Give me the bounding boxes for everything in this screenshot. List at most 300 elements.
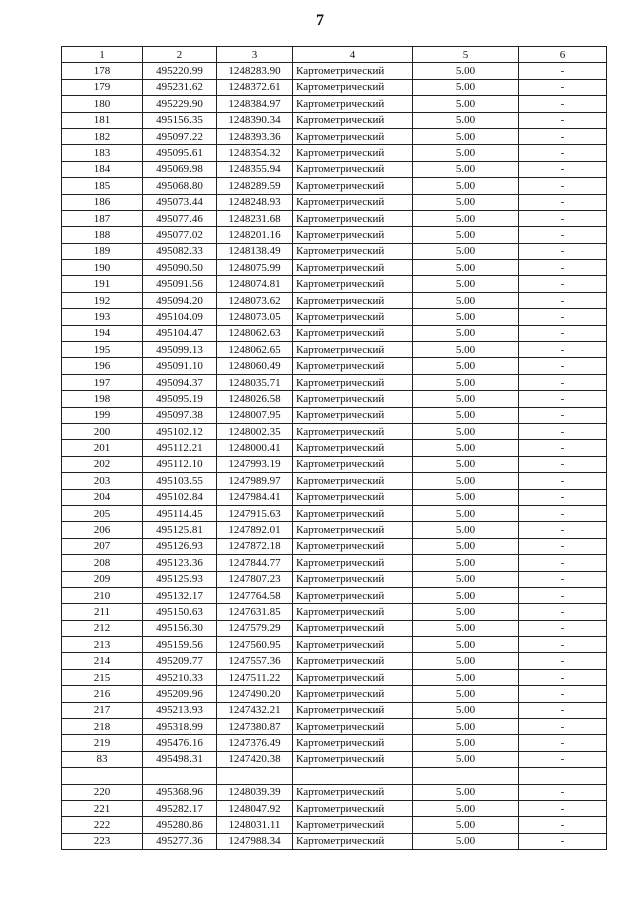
cell-method: Картометрический	[293, 587, 413, 603]
cell-note: -	[519, 260, 607, 276]
table-row	[62, 669, 607, 685]
cell-accuracy: 5.00	[413, 243, 519, 259]
cell-note: -	[519, 817, 607, 833]
cell-accuracy: 5.00	[413, 751, 519, 767]
column-header-4: 4	[293, 47, 413, 63]
cell-coordinate-y: 1247432.21	[217, 702, 293, 718]
cell-coordinate-x: 495229.90	[143, 96, 217, 112]
table-row	[62, 342, 607, 358]
cell-coordinate-x: 495282.17	[143, 800, 217, 816]
cell-accuracy: 5.00	[413, 358, 519, 374]
cell-accuracy: 5.00	[413, 702, 519, 718]
table-row	[62, 407, 607, 423]
cell-accuracy: 5.00	[413, 194, 519, 210]
cell-coordinate-y: 1248289.59	[217, 178, 293, 194]
cell-accuracy: 5.00	[413, 587, 519, 603]
table-row	[62, 473, 607, 489]
table-row	[62, 817, 607, 833]
table-row	[62, 587, 607, 603]
column-header-1: 1	[62, 47, 143, 63]
cell-accuracy: 5.00	[413, 489, 519, 505]
cell-coordinate-x: 495095.19	[143, 391, 217, 407]
table-row	[62, 735, 607, 751]
cell-coordinate-y: 1248000.41	[217, 440, 293, 456]
cell-accuracy: 5.00	[413, 161, 519, 177]
cell-coordinate-y: 1247872.18	[217, 538, 293, 554]
cell-coordinate-x: 495091.10	[143, 358, 217, 374]
cell-note: -	[519, 456, 607, 472]
cell-point-number: 203	[62, 473, 143, 489]
cell-coordinate-x: 495132.17	[143, 587, 217, 603]
cell-coordinate-x: 495068.80	[143, 178, 217, 194]
cell-point-number: 188	[62, 227, 143, 243]
cell-coordinate-x: 495102.12	[143, 423, 217, 439]
cell-note: -	[519, 292, 607, 308]
cell-method: Картометрический	[293, 161, 413, 177]
cell-method: Картометрический	[293, 423, 413, 439]
cell-note: -	[519, 342, 607, 358]
cell-coordinate-x: 495220.99	[143, 63, 217, 79]
table-row	[62, 260, 607, 276]
table-row	[62, 243, 607, 259]
cell-coordinate-y: 1248075.99	[217, 260, 293, 276]
cell-note: -	[519, 194, 607, 210]
cell-accuracy: 5.00	[413, 325, 519, 341]
cell-method: Картометрический	[293, 784, 413, 800]
cell-coordinate-x: 495210.33	[143, 669, 217, 685]
cell-note: -	[519, 423, 607, 439]
cell-method: Картометрический	[293, 276, 413, 292]
cell-accuracy: 5.00	[413, 145, 519, 161]
cell-method: Картометрический	[293, 489, 413, 505]
cell-point-number: 200	[62, 423, 143, 439]
cell-point-number: 220	[62, 784, 143, 800]
cell-coordinate-x: 495091.56	[143, 276, 217, 292]
cell-coordinate-x: 495073.44	[143, 194, 217, 210]
table-row	[62, 505, 607, 521]
cell-method: Картометрический	[293, 440, 413, 456]
cell-coordinate-y: 1248062.65	[217, 342, 293, 358]
cell-accuracy: 5.00	[413, 473, 519, 489]
cell-method: Картометрический	[293, 96, 413, 112]
cell-note: -	[519, 538, 607, 554]
cell-point-number: 214	[62, 653, 143, 669]
cell-coordinate-y: 1247631.85	[217, 604, 293, 620]
table-row	[62, 538, 607, 554]
cell-note: -	[519, 128, 607, 144]
cell-point-number: 189	[62, 243, 143, 259]
cell-point-number: 83	[62, 751, 143, 767]
column-header-5: 5	[413, 47, 519, 63]
cell-coordinate-x: 495125.93	[143, 571, 217, 587]
cell-coordinate-x: 495095.61	[143, 145, 217, 161]
cell-coordinate-x: 495209.77	[143, 653, 217, 669]
cell-coordinate-x: 495097.38	[143, 407, 217, 423]
cell-point-number: 221	[62, 800, 143, 816]
cell-coordinate-x: 495209.96	[143, 686, 217, 702]
cell-method: Картометрический	[293, 637, 413, 653]
cell-note: -	[519, 440, 607, 456]
cell-method: Картометрический	[293, 309, 413, 325]
cell-accuracy: 5.00	[413, 309, 519, 325]
cell-accuracy: 5.00	[413, 604, 519, 620]
table-row	[62, 456, 607, 472]
table-row	[62, 833, 607, 849]
cell-point-number: 184	[62, 161, 143, 177]
cell-coordinate-y: 1248393.36	[217, 128, 293, 144]
cell-coordinate-x: 495112.10	[143, 456, 217, 472]
cell-accuracy: 5.00	[413, 79, 519, 95]
cell-coordinate-y: 1248231.68	[217, 210, 293, 226]
table-row	[62, 637, 607, 653]
cell-coordinate-y: 1247560.95	[217, 637, 293, 653]
cell-method: Картометрический	[293, 653, 413, 669]
cell-point-number: 196	[62, 358, 143, 374]
cell-method: Картометрический	[293, 358, 413, 374]
cell-note: -	[519, 210, 607, 226]
table-row	[62, 440, 607, 456]
cell-method: Картометрический	[293, 292, 413, 308]
cell-point-number: 185	[62, 178, 143, 194]
cell-note: -	[519, 489, 607, 505]
cell-note	[519, 768, 607, 784]
cell-method: Картометрический	[293, 260, 413, 276]
cell-coordinate-x: 495368.96	[143, 784, 217, 800]
cell-accuracy: 5.00	[413, 423, 519, 439]
cell-point-number: 180	[62, 96, 143, 112]
cell-method: Картометрический	[293, 227, 413, 243]
cell-coordinate-y: 1248026.58	[217, 391, 293, 407]
cell-note: -	[519, 243, 607, 259]
cell-note: -	[519, 686, 607, 702]
cell-note: -	[519, 702, 607, 718]
cell-method: Картометрический	[293, 522, 413, 538]
cell-note: -	[519, 784, 607, 800]
cell-accuracy: 5.00	[413, 292, 519, 308]
cell-coordinate-x: 495126.93	[143, 538, 217, 554]
cell-note: -	[519, 325, 607, 341]
table-row	[62, 227, 607, 243]
cell-point-number: 193	[62, 309, 143, 325]
column-header-6: 6	[519, 47, 607, 63]
cell-coordinate-x: 495112.21	[143, 440, 217, 456]
cell-coordinate-x: 495102.84	[143, 489, 217, 505]
cell-coordinate-y	[217, 768, 293, 784]
cell-coordinate-y: 1247892.01	[217, 522, 293, 538]
cell-point-number: 211	[62, 604, 143, 620]
cell-point-number: 199	[62, 407, 143, 423]
coordinates-table	[61, 46, 607, 850]
cell-method: Картометрический	[293, 719, 413, 735]
table-row	[62, 489, 607, 505]
cell-note: -	[519, 276, 607, 292]
cell-method: Картометрический	[293, 79, 413, 95]
cell-method: Картометрический	[293, 210, 413, 226]
cell-coordinate-y: 1247844.77	[217, 555, 293, 571]
cell-coordinate-x: 495123.36	[143, 555, 217, 571]
cell-note: -	[519, 145, 607, 161]
cell-accuracy: 5.00	[413, 620, 519, 636]
table-row	[62, 358, 607, 374]
cell-coordinate-y: 1248138.49	[217, 243, 293, 259]
table-row	[62, 620, 607, 636]
cell-accuracy: 5.00	[413, 63, 519, 79]
table-row	[62, 751, 607, 767]
table-row	[62, 686, 607, 702]
cell-note: -	[519, 112, 607, 128]
cell-accuracy: 5.00	[413, 407, 519, 423]
cell-coordinate-y: 1247380.87	[217, 719, 293, 735]
cell-coordinate-y: 1248062.63	[217, 325, 293, 341]
cell-accuracy	[413, 768, 519, 784]
cell-note: -	[519, 309, 607, 325]
cell-point-number	[62, 768, 143, 784]
cell-point-number: 183	[62, 145, 143, 161]
cell-method: Картометрический	[293, 112, 413, 128]
cell-note: -	[519, 800, 607, 816]
cell-method: Картометрический	[293, 604, 413, 620]
cell-coordinate-y: 1247579.29	[217, 620, 293, 636]
cell-point-number: 182	[62, 128, 143, 144]
cell-coordinate-x: 495077.46	[143, 210, 217, 226]
cell-accuracy: 5.00	[413, 735, 519, 751]
cell-accuracy: 5.00	[413, 686, 519, 702]
cell-coordinate-y: 1248047.92	[217, 800, 293, 816]
cell-coordinate-y: 1247511.22	[217, 669, 293, 685]
cell-coordinate-y: 1247989.97	[217, 473, 293, 489]
table-row	[62, 800, 607, 816]
cell-accuracy: 5.00	[413, 276, 519, 292]
table-row	[62, 128, 607, 144]
cell-point-number: 208	[62, 555, 143, 571]
cell-method: Картометрический	[293, 571, 413, 587]
cell-coordinate-x: 495231.62	[143, 79, 217, 95]
table-row	[62, 374, 607, 390]
cell-note: -	[519, 719, 607, 735]
cell-coordinate-y: 1248283.90	[217, 63, 293, 79]
cell-point-number: 178	[62, 63, 143, 79]
cell-note: -	[519, 571, 607, 587]
table-row	[62, 63, 607, 79]
cell-coordinate-x: 495104.09	[143, 309, 217, 325]
cell-point-number: 216	[62, 686, 143, 702]
cell-note: -	[519, 79, 607, 95]
cell-method: Картометрический	[293, 538, 413, 554]
cell-note: -	[519, 620, 607, 636]
table-row	[62, 161, 607, 177]
cell-note: -	[519, 391, 607, 407]
table-row	[62, 768, 607, 784]
cell-method: Картометрический	[293, 620, 413, 636]
cell-method: Картометрический	[293, 178, 413, 194]
table-row	[62, 653, 607, 669]
cell-coordinate-y: 1248035.71	[217, 374, 293, 390]
cell-coordinate-x: 495090.50	[143, 260, 217, 276]
cell-accuracy: 5.00	[413, 817, 519, 833]
cell-accuracy: 5.00	[413, 719, 519, 735]
cell-point-number: 186	[62, 194, 143, 210]
table-row	[62, 571, 607, 587]
cell-note: -	[519, 833, 607, 849]
table-row	[62, 292, 607, 308]
cell-method: Картометрический	[293, 145, 413, 161]
cell-note: -	[519, 63, 607, 79]
cell-method: Картометрический	[293, 342, 413, 358]
cell-method: Картометрический	[293, 555, 413, 571]
cell-point-number: 187	[62, 210, 143, 226]
cell-coordinate-x: 495476.16	[143, 735, 217, 751]
cell-coordinate-y: 1247915.63	[217, 505, 293, 521]
cell-note: -	[519, 653, 607, 669]
cell-note: -	[519, 96, 607, 112]
cell-coordinate-y: 1248060.49	[217, 358, 293, 374]
cell-coordinate-y: 1247420.38	[217, 751, 293, 767]
cell-method: Картометрический	[293, 374, 413, 390]
cell-coordinate-y: 1247764.58	[217, 587, 293, 603]
cell-accuracy: 5.00	[413, 112, 519, 128]
cell-method: Картометрический	[293, 505, 413, 521]
cell-coordinate-y: 1248031.11	[217, 817, 293, 833]
table-body	[62, 63, 607, 850]
cell-method: Картометрический	[293, 456, 413, 472]
table-row	[62, 604, 607, 620]
cell-coordinate-x: 495156.30	[143, 620, 217, 636]
cell-note: -	[519, 374, 607, 390]
cell-coordinate-x: 495103.55	[143, 473, 217, 489]
cell-point-number: 192	[62, 292, 143, 308]
cell-coordinate-x	[143, 768, 217, 784]
cell-coordinate-x: 495159.56	[143, 637, 217, 653]
cell-method	[293, 768, 413, 784]
cell-accuracy: 5.00	[413, 374, 519, 390]
cell-accuracy: 5.00	[413, 505, 519, 521]
cell-coordinate-x: 495099.13	[143, 342, 217, 358]
cell-coordinate-y: 1247988.34	[217, 833, 293, 849]
cell-coordinate-x: 495104.47	[143, 325, 217, 341]
cell-accuracy: 5.00	[413, 260, 519, 276]
table-row	[62, 555, 607, 571]
cell-point-number: 204	[62, 489, 143, 505]
table-row	[62, 194, 607, 210]
cell-point-number: 223	[62, 833, 143, 849]
cell-coordinate-y: 1248002.35	[217, 423, 293, 439]
cell-point-number: 205	[62, 505, 143, 521]
table-row	[62, 719, 607, 735]
column-header-3: 3	[217, 47, 293, 63]
page-number: 7	[316, 12, 324, 29]
table-row	[62, 325, 607, 341]
cell-accuracy: 5.00	[413, 128, 519, 144]
cell-coordinate-y: 1248390.34	[217, 112, 293, 128]
cell-note: -	[519, 407, 607, 423]
cell-method: Картометрический	[293, 128, 413, 144]
cell-point-number: 218	[62, 719, 143, 735]
cell-coordinate-y: 1248073.05	[217, 309, 293, 325]
cell-point-number: 190	[62, 260, 143, 276]
cell-note: -	[519, 637, 607, 653]
cell-point-number: 197	[62, 374, 143, 390]
cell-point-number: 212	[62, 620, 143, 636]
cell-coordinate-x: 495213.93	[143, 702, 217, 718]
table-row	[62, 112, 607, 128]
cell-coordinate-y: 1247490.20	[217, 686, 293, 702]
cell-coordinate-x: 495077.02	[143, 227, 217, 243]
cell-accuracy: 5.00	[413, 178, 519, 194]
cell-note: -	[519, 604, 607, 620]
cell-point-number: 179	[62, 79, 143, 95]
cell-coordinate-y: 1248248.93	[217, 194, 293, 210]
cell-note: -	[519, 505, 607, 521]
cell-method: Картометрический	[293, 407, 413, 423]
cell-point-number: 191	[62, 276, 143, 292]
cell-accuracy: 5.00	[413, 784, 519, 800]
cell-accuracy: 5.00	[413, 653, 519, 669]
table-row	[62, 784, 607, 800]
cell-coordinate-y: 1248073.62	[217, 292, 293, 308]
cell-point-number: 181	[62, 112, 143, 128]
cell-coordinate-x: 495114.45	[143, 505, 217, 521]
cell-method: Картометрический	[293, 243, 413, 259]
cell-method: Картометрический	[293, 63, 413, 79]
cell-coordinate-x: 495125.81	[143, 522, 217, 538]
cell-point-number: 202	[62, 456, 143, 472]
cell-coordinate-y: 1247376.49	[217, 735, 293, 751]
table-row	[62, 210, 607, 226]
cell-point-number: 215	[62, 669, 143, 685]
cell-note: -	[519, 178, 607, 194]
table-row	[62, 423, 607, 439]
cell-coordinate-x: 495277.36	[143, 833, 217, 849]
cell-coordinate-y: 1248039.39	[217, 784, 293, 800]
cell-coordinate-x: 495280.86	[143, 817, 217, 833]
cell-note: -	[519, 473, 607, 489]
cell-accuracy: 5.00	[413, 522, 519, 538]
cell-coordinate-y: 1247984.41	[217, 489, 293, 505]
cell-accuracy: 5.00	[413, 456, 519, 472]
cell-accuracy: 5.00	[413, 210, 519, 226]
cell-accuracy: 5.00	[413, 833, 519, 849]
cell-point-number: 222	[62, 817, 143, 833]
cell-coordinate-y: 1248354.32	[217, 145, 293, 161]
table-row	[62, 276, 607, 292]
cell-method: Картометрический	[293, 194, 413, 210]
cell-point-number: 217	[62, 702, 143, 718]
cell-coordinate-y: 1248201.16	[217, 227, 293, 243]
cell-method: Картометрический	[293, 686, 413, 702]
cell-note: -	[519, 227, 607, 243]
cell-accuracy: 5.00	[413, 800, 519, 816]
table-row	[62, 145, 607, 161]
cell-coordinate-x: 495082.33	[143, 243, 217, 259]
cell-method: Картометрический	[293, 702, 413, 718]
cell-method: Картометрический	[293, 817, 413, 833]
table-row	[62, 178, 607, 194]
cell-coordinate-y: 1248355.94	[217, 161, 293, 177]
cell-accuracy: 5.00	[413, 571, 519, 587]
cell-point-number: 201	[62, 440, 143, 456]
cell-point-number: 213	[62, 637, 143, 653]
cell-accuracy: 5.00	[413, 555, 519, 571]
cell-method: Картометрический	[293, 751, 413, 767]
cell-note: -	[519, 358, 607, 374]
cell-accuracy: 5.00	[413, 669, 519, 685]
cell-coordinate-x: 495094.37	[143, 374, 217, 390]
cell-note: -	[519, 735, 607, 751]
cell-coordinate-x: 495318.99	[143, 719, 217, 735]
cell-point-number: 219	[62, 735, 143, 751]
cell-accuracy: 5.00	[413, 342, 519, 358]
cell-point-number: 207	[62, 538, 143, 554]
